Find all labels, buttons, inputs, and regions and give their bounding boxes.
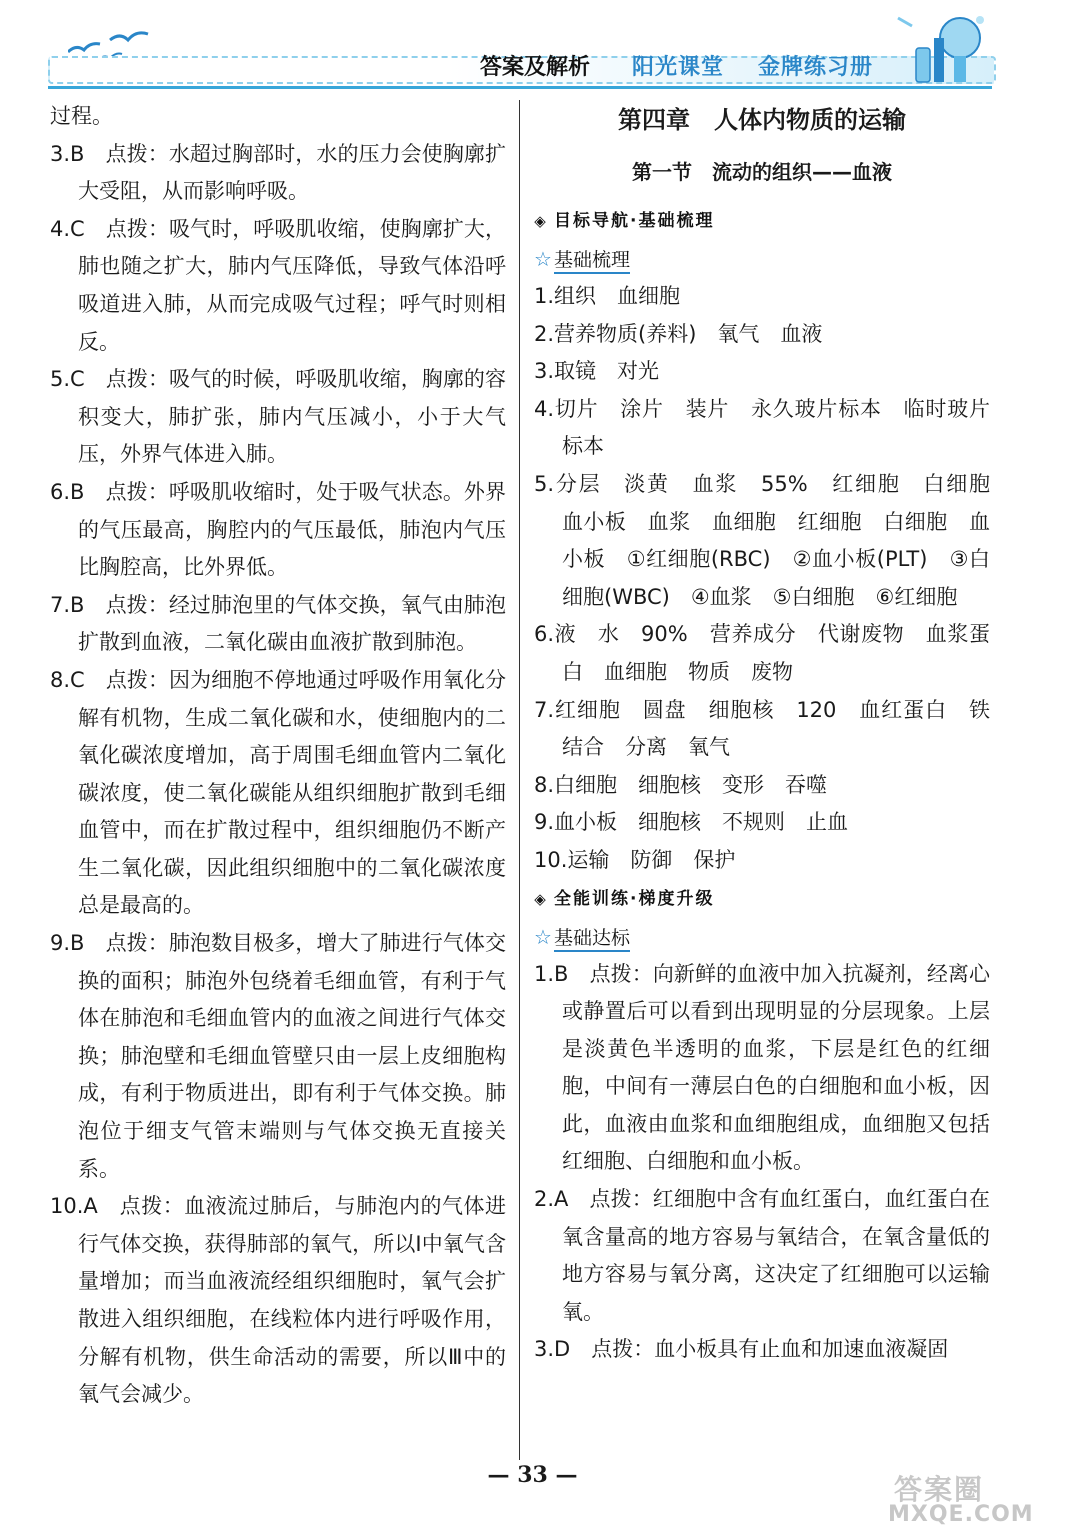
header-answers-label: 答案及解析 [480,55,591,80]
watermark-text: 答案圈 [894,1473,985,1506]
header-book-label: 金牌练习册 [758,55,874,80]
diamond-icon: ◈ [534,889,548,908]
answer-item: 2.A 点拨：红细胞中含有血红蛋白，血红蛋白在氧含量高的地方容易与氧结合，在氧含量低的地方容易与氧分离，这决定了红细胞可以运输氧。 [534,1187,990,1324]
fill-item: 1.组织 血细胞 [534,284,681,308]
fill-item: 5.分层 淡黄 血浆 55% 红细胞 白细胞 血小板 血浆 血细胞 红细胞 白细胞 血小板 ①红细胞(RBC) ②血小板(PLT) ③白细胞(WBC) ④血浆 ⑤白细胞 ⑥红细胞 [534,471,1011,609]
subheading [534,918,990,956]
answer-item: 4.C 点拨：吸气时，呼吸肌收缩，使胸廓扩大，肺也随之扩大，肺内气压降低，导致气体沿呼吸道进入肺，从而完成吸气过程；呼气时则相反。 [50,216,506,354]
section-banner [534,880,990,918]
header-rule [48,86,992,89]
banner-label: 全能训练·梯度升级 [554,888,715,909]
subheading-label: 基础梳理 [554,249,630,274]
chapter-title: 第四章 人体内物质的运输 [618,106,906,134]
fill-item: 9.血小板 细胞核 不规则 止血 [534,810,849,835]
watermark-url: MXQE.COM [888,1502,1034,1527]
subheading [534,240,990,278]
answer-item: 10.A 点拨：血液流过肺后，与肺泡内的气体进行气体交换，获得肺部的氧气，所以Ⅰ中氧气含量增加；而当血液流经组织细胞时，氧气会扩散进入组织细胞，在线粒体内进行呼吸作用，分解有机物，供生命活动的需要，所以Ⅲ中的氧气会减少。 [50,1194,506,1407]
answer-item: 3.B 点拨：水超过胸部时，水的压力会使胸廓扩大受阻，从而影响呼吸。 [50,141,506,204]
watermark [866,1468,1056,1532]
section-banner [534,202,990,240]
section-title: 第一节 流动的组织——血液 [632,160,892,184]
answer-item: 6.B 点拨：呼吸肌收缩时，处于吸气状态。外界的气压最高，胸腔内的气压最低，肺泡内气压比胸腔高，比外界低。 [50,479,506,580]
fill-item: 8.白细胞 细胞核 变形 吞噬 [534,772,828,797]
star-icon: ☆ [534,247,552,271]
right-column [534,98,1011,1369]
answer-item: 5.C 点拨：吸气的时候，呼吸肌收缩，胸廓的容积变大，肺扩张，肺内气压减小，小于大气压，外界气体进入肺。 [50,367,506,467]
banner-label: 目标导航·基础梳理 [554,211,715,231]
answer-item: 7.B 点拨：经过肺泡里的气体交换，氧气由肺泡扩散到血液，二氧化碳由血液扩散到肺泡。 [50,592,506,655]
subheading-label: 基础达标 [554,927,630,952]
fill-item: 4.切片 涂片 装片 永久玻片标本 临时玻片标本 [534,396,990,459]
left-column [50,98,506,1414]
fill-item: 6.液 水 90% 营养成分 代谢废物 血浆蛋白 血细胞 物质 废物 [534,622,990,684]
fill-item: 7.红细胞 圆盘 细胞核 120 血红蛋白 铁 结合 分离 氧气 [534,697,1011,760]
answer-item: 9.B 点拨：肺泡数目极多，增大了肺进行气体交换的面积；肺泡外包绕着毛细血管，有利于气体在肺泡和毛细血管内的血液之间进行气体交换；肺泡壁和毛细血管壁只由一层上皮细胞构成，有利于物质进出，即有利于气体交换。肺泡位于细支气管末端则与气体交换无直接关系。 [50,931,506,1181]
fill-item: 3.取镜 对光 [534,359,660,384]
answer-item: 3.D 点拨：血小板具有止血和加速血液凝固 [534,1337,949,1362]
answer-item: 1.B 点拨：向新鲜的血液中加入抗凝剂，经离心或静置后可以看到出现明显的分层现象。上层是淡黄色半透明的血浆，下层是红色的红细胞，中间有一薄层白色的白细胞和血小板，因此，血液由血浆和血细胞组成，血细胞又包括红细胞、白细胞和血小板。 [534,961,990,1174]
fill-item: 10.运输 防御 保护 [534,847,736,872]
page-number: — 33 — [487,1462,578,1488]
page-header [0,0,1065,100]
header-brand-label: 阳光课堂 [632,55,725,80]
fill-item: 2.营养物质(养料) 氧气 血液 [534,321,823,346]
column-divider [519,100,520,1460]
star-icon: ☆ [534,924,552,949]
continuation-text: 过程。 [50,104,113,128]
answer-item: 8.C 点拨：因为细胞不停地通过呼吸作用氧化分解有机物，生成二氧化碳和水，使细胞内的二氧化碳浓度增加，高于周围毛细血管内二氧化碳浓度，使二氧化碳能从组织细胞扩散到毛细血管中，而在扩散过程中，组织细胞仍不断产生二氧化碳，因此组织细胞中的二氧化碳浓度总是最高的。 [50,667,506,918]
lab-equipment-icon [888,8,992,90]
diamond-icon: ◈ [534,212,548,230]
